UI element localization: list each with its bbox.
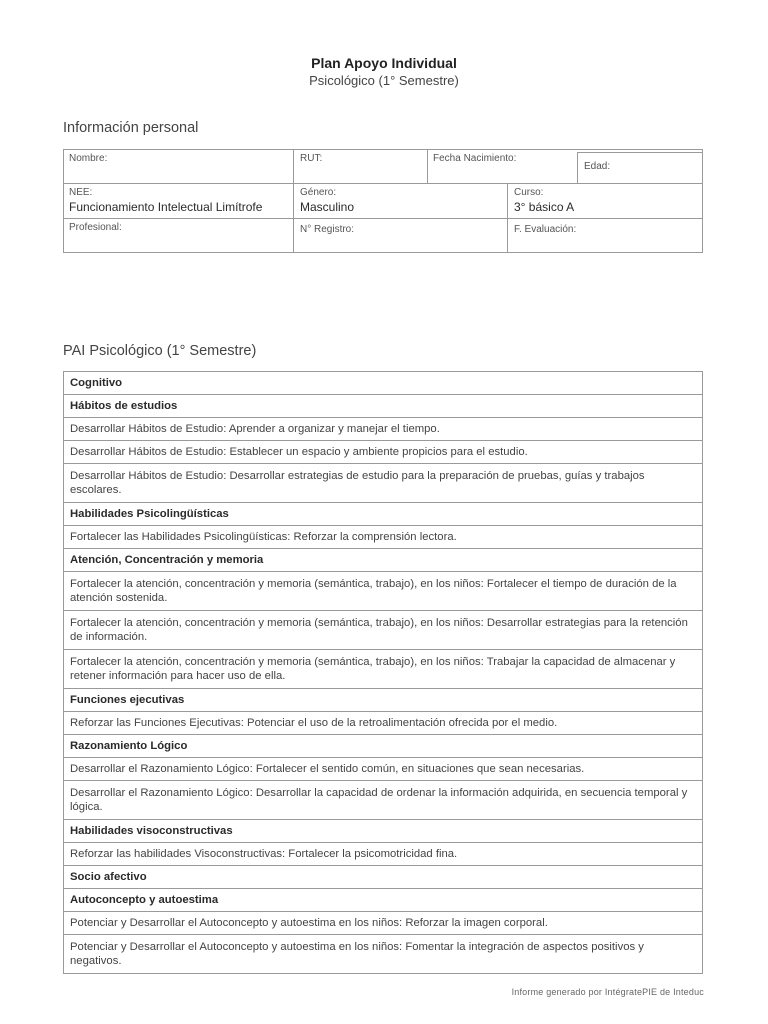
pai-heading: PAI Psicológico (1° Semestre) <box>63 343 257 359</box>
pai-goal-text: Fortalecer la atención, concentración y memoria (semántica, trabajo), en los niños: Fortalecer el tiempo de duración de la atención sostenida. <box>64 572 703 611</box>
profesional-label: Profesional: <box>69 222 122 233</box>
pai-goal-text: Desarrollar el Razonamiento Lógico: Desarrollar la capacidad de ordenar la información adquirida, en secuencia temporal y lógica. <box>64 781 703 820</box>
personal-info-heading: Información personal <box>63 120 199 136</box>
nee-label: NEE: <box>69 187 93 198</box>
pai-section-title: Atención, Concentración y memoria <box>64 549 703 572</box>
col-divider <box>427 150 428 183</box>
document-title: Plan Apoyo Individual <box>311 55 457 71</box>
row-divider <box>64 183 702 184</box>
personal-info-box <box>63 149 703 253</box>
pai-goal-text: Potenciar y Desarrollar el Autoconcepto y autoestima en los niños: Fomentar la integración de aspectos positivos y negativos. <box>64 935 703 974</box>
curso-value: 3° básico A <box>514 200 575 214</box>
nombre-label: Nombre: <box>69 153 108 164</box>
pai-goal-text: Fortalecer las Habilidades Psicolingüísticas: Reforzar la comprensión lectora. <box>64 526 703 549</box>
pai-table <box>63 371 703 974</box>
pai-goal-text: Reforzar las habilidades Visoconstructivas: Fortalecer la psicomotricidad fina. <box>64 843 703 866</box>
pai-goal-row <box>64 935 703 974</box>
pai-section-title: Autoconcepto y autoestima <box>64 889 703 912</box>
pai-goal-row <box>64 781 703 820</box>
pai-section-row <box>64 689 703 712</box>
pai-section-title: Funciones ejecutivas <box>64 689 703 712</box>
edad-label: Edad: <box>584 161 611 172</box>
pai-goal-text: Potenciar y Desarrollar el Autoconcepto y autoestima en los niños: Reforzar la imagen corporal. <box>64 912 703 935</box>
pai-goal-row <box>64 650 703 689</box>
pai-section-title: Cognitivo <box>64 372 703 395</box>
pai-section-title: Hábitos de estudios <box>64 395 703 418</box>
pai-section-row <box>64 372 703 395</box>
pai-goal-text: Desarrollar Hábitos de Estudio: Establecer un espacio y ambiente propicios para el estudio. <box>64 441 703 464</box>
pai-section-row <box>64 735 703 758</box>
footer-note: Informe generado por IntégratePIE de Inteduc <box>511 987 704 997</box>
pai-section-row <box>64 549 703 572</box>
registro-label: N° Registro: <box>300 224 355 235</box>
col-divider <box>293 150 294 253</box>
pai-goal-text: Desarrollar Hábitos de Estudio: Desarrollar estrategias de estudio para la preparación de pruebas, guías y trabajos escolares. <box>64 464 703 503</box>
pai-section-row <box>64 503 703 526</box>
pai-section-row <box>64 889 703 912</box>
pai-goal-text: Reforzar las Funciones Ejecutivas: Potenciar el uso de la retroalimentación ofrecida por el medio. <box>64 712 703 735</box>
pai-goal-row <box>64 418 703 441</box>
pai-section-title: Habilidades Psicolingüísticas <box>64 503 703 526</box>
pai-goal-row <box>64 464 703 503</box>
pai-goal-row <box>64 441 703 464</box>
pai-goal-row <box>64 526 703 549</box>
pai-section-row <box>64 866 703 889</box>
pai-goal-row <box>64 611 703 650</box>
nee-value: Funcionamiento Intelectual Limítrofe <box>69 200 263 214</box>
pai-goal-row <box>64 912 703 935</box>
curso-label: Curso: <box>514 187 544 198</box>
pai-goal-row <box>64 843 703 866</box>
edad-top-border <box>577 152 702 153</box>
rut-label: RUT: <box>300 153 323 164</box>
evaluacion-label: F. Evaluación: <box>514 224 577 235</box>
pai-goal-text: Desarrollar Hábitos de Estudio: Aprender a organizar y manejar el tiempo. <box>64 418 703 441</box>
pai-goal-row <box>64 712 703 735</box>
pai-section-title: Habilidades visoconstructivas <box>64 820 703 843</box>
pai-goal-text: Fortalecer la atención, concentración y memoria (semántica, trabajo), en los niños: Desarrollar estrategias para la retención de información. <box>64 611 703 650</box>
pai-goal-text: Desarrollar el Razonamiento Lógico: Fortalecer el sentido común, en situaciones que sean necesarias. <box>64 758 703 781</box>
col-divider <box>507 183 508 253</box>
pai-goal-row <box>64 758 703 781</box>
document-subtitle: Psicológico (1° Semestre) <box>309 73 459 88</box>
pai-goal-text: Fortalecer la atención, concentración y memoria (semántica, trabajo), en los niños: Trabajar la capacidad de almacenar y retener información para hacer uso de ella. <box>64 650 703 689</box>
pai-section-title: Socio afectivo <box>64 866 703 889</box>
genero-value: Masculino <box>300 200 355 214</box>
pai-section-row <box>64 820 703 843</box>
genero-label: Género: <box>300 187 337 198</box>
pai-goal-row <box>64 572 703 611</box>
fecha-nacimiento-label: Fecha Nacimiento: <box>433 153 517 164</box>
row-divider <box>64 218 702 219</box>
pai-section-title: Razonamiento Lógico <box>64 735 703 758</box>
pai-section-row <box>64 395 703 418</box>
col-divider <box>577 152 578 183</box>
